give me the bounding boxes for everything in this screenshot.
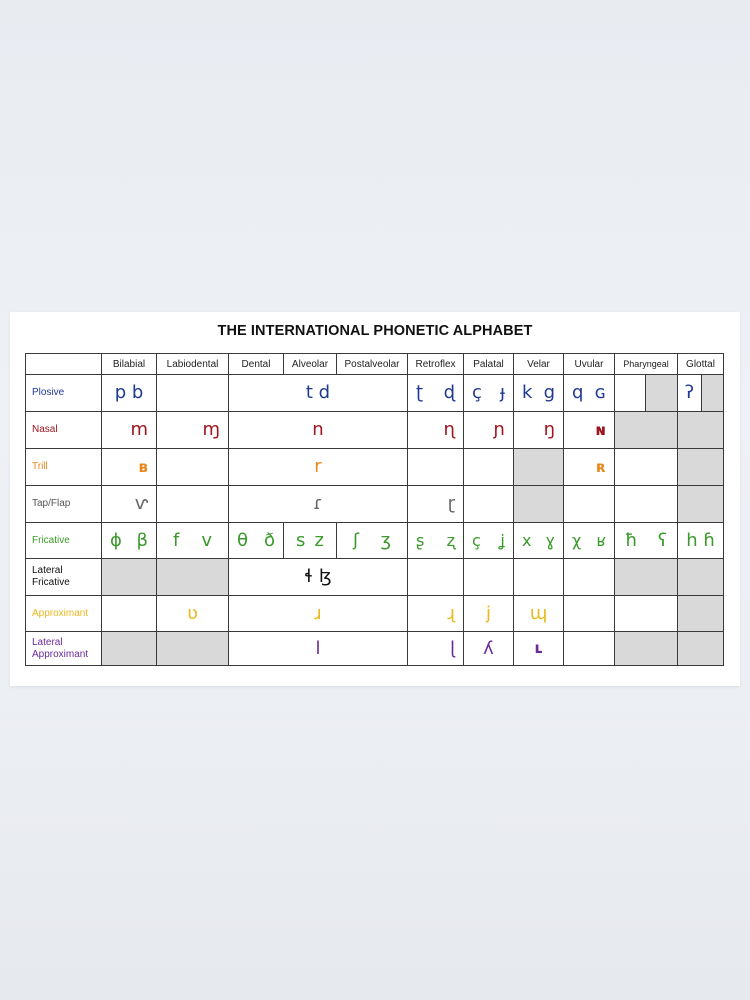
row-label-lateral-fricative-line1: Lateral (32, 565, 63, 576)
fricative-postalveolar-voiceless: ʃ (353, 529, 360, 551)
lateral-fricative-glottal-impossible (677, 558, 724, 596)
tap-retroflex: ɽ (407, 485, 464, 523)
row-label-lateral-approximant-line1: Lateral (32, 636, 63, 648)
fricative-uvular-voiceless: χ (572, 530, 582, 550)
nasal-labiodental: ɱ (156, 411, 229, 449)
fricative-glottal: h ɦ (677, 522, 724, 559)
trill-uvular: ʀ (563, 448, 615, 486)
trill-glottal-impossible (677, 448, 724, 486)
tap-pharyngeal (614, 485, 678, 523)
tap-palatal (463, 485, 514, 523)
nasal-bilabial: m (101, 411, 157, 449)
plosive-uvular-voiced: ɢ (594, 382, 606, 403)
plosive-palatal-voiceless: ç (472, 382, 482, 403)
col-header-dental: Dental (228, 353, 284, 375)
lateral-fricative-alveolar: ɬ ɮ (228, 558, 408, 596)
fricative-postalveolar-voiced: ʒ (380, 529, 391, 551)
col-header-alveolar: Alveolar (283, 353, 337, 375)
tap-alveolar: ɾ (228, 485, 408, 523)
fricative-bilabial (101, 522, 157, 559)
nasal-alveolar: n (228, 411, 408, 449)
col-header-bilabial: Bilabial (101, 353, 157, 375)
plosive-retroflex (407, 374, 464, 412)
lateral-fricative-pharyngeal-impossible (614, 558, 678, 596)
fricative-palatal-voiceless: ç (472, 530, 481, 550)
trill-pharyngeal (614, 448, 678, 486)
approximant-velar: ɰ (513, 595, 564, 632)
col-header-uvular: Uvular (563, 353, 615, 375)
fricative-labiodental (156, 522, 229, 559)
lateral-approximant-palatal: ʎ (463, 631, 514, 666)
row-label-lateral-fricative (25, 558, 102, 596)
row-label-fricative: Fricative (25, 522, 102, 559)
approximant-bilabial (101, 595, 157, 632)
plosive-velar-voiced: g (543, 382, 555, 403)
plosive-palatal-voiced: ɟ (499, 382, 505, 403)
fricative-postalveolar (336, 522, 408, 559)
plosive-pharyngeal-voiced-impossible (645, 374, 678, 412)
plosive-labiodental (156, 374, 229, 412)
fricative-uvular (563, 522, 615, 559)
poster-title: THE INTERNATIONAL PHONETIC ALPHABET (217, 323, 533, 339)
fricative-palatal (463, 522, 514, 559)
col-header-velar: Velar (513, 353, 564, 375)
plosive-dental-alveolar-postalveolar: t d (228, 374, 408, 412)
row-label-plosive: Plosive (25, 374, 102, 412)
fricative-labiodental-voiceless: f (173, 529, 180, 551)
fricative-velar-voiced: ɣ (545, 530, 555, 550)
fricative-pharyngeal-voiced: ʕ (657, 529, 667, 551)
row-label-nasal: Nasal (25, 411, 102, 449)
fricative-dental (228, 522, 284, 559)
fricative-bilabial-voiceless: ɸ (110, 529, 122, 551)
nasal-pharyngeal-impossible (614, 411, 678, 449)
plosive-palatal (463, 374, 514, 412)
col-header-retroflex: Retroflex (407, 353, 464, 375)
fricative-labiodental-voiced: v (201, 529, 212, 551)
fricative-pharyngeal (614, 522, 678, 559)
plosive-uvular (563, 374, 615, 412)
tap-bilabial: ⱱ (101, 485, 157, 523)
lateral-approximant-labiodental-impossible (156, 631, 229, 666)
lateral-fricative-labiodental-impossible (156, 558, 229, 596)
plosive-velar (513, 374, 564, 412)
approximant-pharyngeal (614, 595, 678, 632)
fricative-pharyngeal-voiceless: ħ (625, 529, 638, 551)
plosive-glottal: ʔ (677, 374, 702, 412)
fricative-alveolar-voiced: z (314, 529, 324, 551)
approximant-uvular (563, 595, 615, 632)
nasal-uvular: ɴ (563, 411, 615, 449)
lateral-approximant-velar: ʟ (513, 631, 564, 666)
nasal-retroflex: ɳ (407, 411, 464, 449)
lateral-approximant-bilabial-impossible (101, 631, 157, 666)
trill-labiodental (156, 448, 229, 486)
nasal-velar: ŋ (513, 411, 564, 449)
fricative-bilabial-voiced: β (136, 529, 148, 551)
col-header-postalveolar: Postalveolar (336, 353, 408, 375)
lateral-fricative-uvular (563, 558, 615, 596)
nasal-palatal: ɲ (463, 411, 514, 449)
approximant-retroflex: ɻ (407, 595, 464, 632)
nasal-glottal-impossible (677, 411, 724, 449)
fricative-palatal-voiced: ʝ (500, 530, 505, 550)
plosive-uvular-voiceless: q (572, 382, 584, 403)
row-label-approximant: Approximant (25, 595, 102, 632)
col-header-glottal: Glottal (677, 353, 724, 375)
fricative-retroflex (407, 522, 464, 559)
plosive-retroflex-voiceless: ʈ (416, 382, 424, 403)
header-corner (25, 353, 102, 375)
trill-alveolar: r (228, 448, 408, 486)
col-header-labiodental: Labiodental (156, 353, 229, 375)
fricative-dental-voiceless: θ (237, 529, 249, 551)
fricative-velar (513, 522, 564, 559)
row-label-lateral-approximant-line2: Approximant (32, 648, 89, 660)
fricative-alveolar (283, 522, 337, 559)
lateral-approximant-alveolar: l (228, 631, 408, 666)
plosive-bilabial: p b (101, 374, 157, 412)
lateral-fricative-palatal (463, 558, 514, 596)
lateral-fricative-velar (513, 558, 564, 596)
fricative-alveolar-voiceless: s (296, 529, 306, 551)
tap-glottal-impossible (677, 485, 724, 523)
fricative-retroflex-voiceless: ʂ (416, 530, 425, 550)
col-header-palatal: Palatal (463, 353, 514, 375)
approximant-palatal: j (463, 595, 514, 632)
fricative-retroflex-voiced: ʐ (446, 530, 455, 550)
plosive-pharyngeal-voiceless (614, 374, 646, 412)
tap-labiodental (156, 485, 229, 523)
fricative-uvular-voiced: ʁ (596, 530, 606, 550)
fricative-dental-voiced: ð (263, 529, 275, 551)
row-label-lateral-fricative-line2: Fricative (32, 577, 70, 588)
lateral-fricative-bilabial-impossible (101, 558, 157, 596)
tap-velar-impossible (513, 485, 564, 523)
trill-retroflex (407, 448, 464, 486)
plosive-glottal-voiced-impossible (701, 374, 724, 412)
trill-velar-impossible (513, 448, 564, 486)
lateral-approximant-glottal-impossible (677, 631, 724, 666)
lateral-approximant-uvular (563, 631, 615, 666)
lateral-fricative-retroflex (407, 558, 464, 596)
approximant-alveolar: ɹ (228, 595, 408, 632)
trill-palatal (463, 448, 514, 486)
lateral-approximant-pharyngeal-impossible (614, 631, 678, 666)
fricative-velar-voiceless: x (522, 530, 532, 550)
row-label-lateral-approximant (25, 631, 102, 666)
approximant-glottal-impossible (677, 595, 724, 632)
plosive-retroflex-voiced: ɖ (443, 382, 455, 403)
lateral-approximant-retroflex: ɭ (407, 631, 464, 666)
col-header-pharyngeal: Pharyngeal (614, 353, 678, 375)
plosive-velar-voiceless: k (522, 382, 533, 403)
row-label-tap-flap: Tap/Flap (25, 485, 102, 523)
approximant-labiodental: ʋ (156, 595, 229, 632)
row-label-trill: Trill (25, 448, 102, 486)
trill-bilabial: ʙ (101, 448, 157, 486)
tap-uvular (563, 485, 615, 523)
